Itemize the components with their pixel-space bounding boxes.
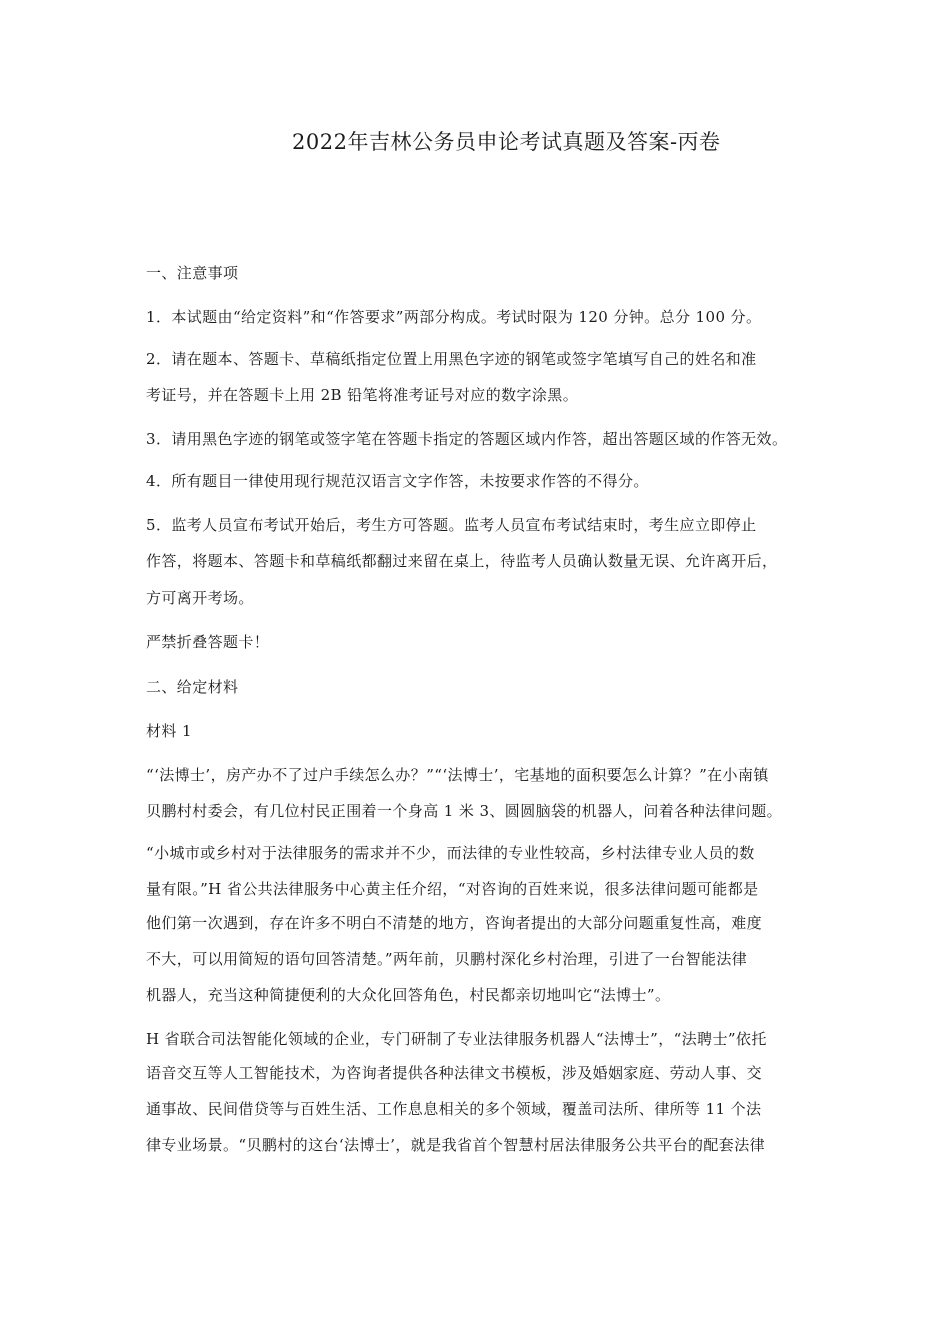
notice-item-3: 3．请用黑色字迹的钢笔或签字笔在答题卡指定的答题区域内作答，超出答题区域的作答无效。 [146, 430, 788, 448]
notice-item-2-line-2: 考证号，并在答题卡上用 2B 铅笔将准考证号对应的数字涂黑。 [146, 386, 579, 404]
paragraph-3-line-4: 律专业场景。“贝鹏村的这台‘法博士’，就是我省首个智慧村居法律服务公共平台的配套法律 [146, 1136, 766, 1154]
notice-item-5-line-2: 作答，将题本、答题卡和草稿纸都翻过来留在桌上，待监考人员确认数量无误、允许离开后， [146, 552, 778, 570]
paragraph-3-line-2: 语音交互等人工智能技术，为咨询者提供各种法律文书模板，涉及婚姻家庭、劳动人事、交 [146, 1064, 763, 1082]
paragraph-2-line-5: 机器人，充当这种简捷便利的大众化回答角色，村民都亲切地叫它“法博士”。 [146, 986, 671, 1004]
notice-item-1: 1．本试题由“给定资料”和“作答要求”两部分构成。考试时限为 120 分钟。总分 100 分。 [146, 308, 762, 326]
paragraph-2-line-2: 量有限。”H 省公共法律服务中心黄主任介绍，“对咨询的百姓来说，很多法律问题可能都是 [146, 880, 759, 898]
notice-item-5-line-3: 方可离开考场。 [146, 589, 254, 607]
material-label: 材料 1 [146, 722, 192, 740]
paragraph-3-line-1: H 省联合司法智能化领域的企业，专门研制了专业法律服务机器人“法博士”，“法聘士”依托 [146, 1030, 767, 1048]
notice-item-4: 4．所有题目一律使用现行规范汉语言文字作答，未按要求作答的不得分。 [146, 472, 649, 490]
warning-text: 严禁折叠答题卡！ [146, 633, 270, 651]
section-heading-notices: 一、注意事项 [146, 264, 239, 282]
notice-item-2-line-1: 2．请在题本、答题卡、草稿纸指定位置上用黑色字迹的钢笔或签字笔填写自己的姓名和准 [146, 350, 757, 368]
document-title: 2022年吉林公务员申论考试真题及答案-丙卷 [292, 130, 721, 154]
paragraph-2-line-1: “小城市或乡村对于法律服务的需求并不少，而法律的专业性较高，乡村法律专业人员的数 [146, 844, 755, 862]
paragraph-1-line-2: 贝鹏村村委会，有几位村民正围着一个身高 1 米 3、圆圆脑袋的机器人，问着各种法律问题。 [146, 802, 782, 820]
section-heading-materials: 二、给定材料 [146, 678, 239, 696]
paragraph-2-line-3: 他们第一次遇到，存在许多不明白不清楚的地方，咨询者提出的大部分问题重复性高，难度 [146, 914, 763, 932]
paragraph-1-line-1: “‘法博士’，房产办不了过户手续怎么办？”“‘法博士’，宅基地的面积要怎么计算？”在小南镇 [146, 766, 769, 784]
notice-item-5-line-1: 5．监考人员宣布考试开始后，考生方可答题。监考人员宣布考试结束时，考生应立即停止 [146, 516, 757, 534]
paragraph-3-line-3: 通事故、民间借贷等与百姓生活、工作息息相关的多个领域，覆盖司法所、律所等 11 个法 [146, 1100, 762, 1118]
paragraph-2-line-4: 不大，可以用简短的语句回答清楚。”两年前，贝鹏村深化乡村治理，引进了一台智能法律 [146, 950, 748, 968]
